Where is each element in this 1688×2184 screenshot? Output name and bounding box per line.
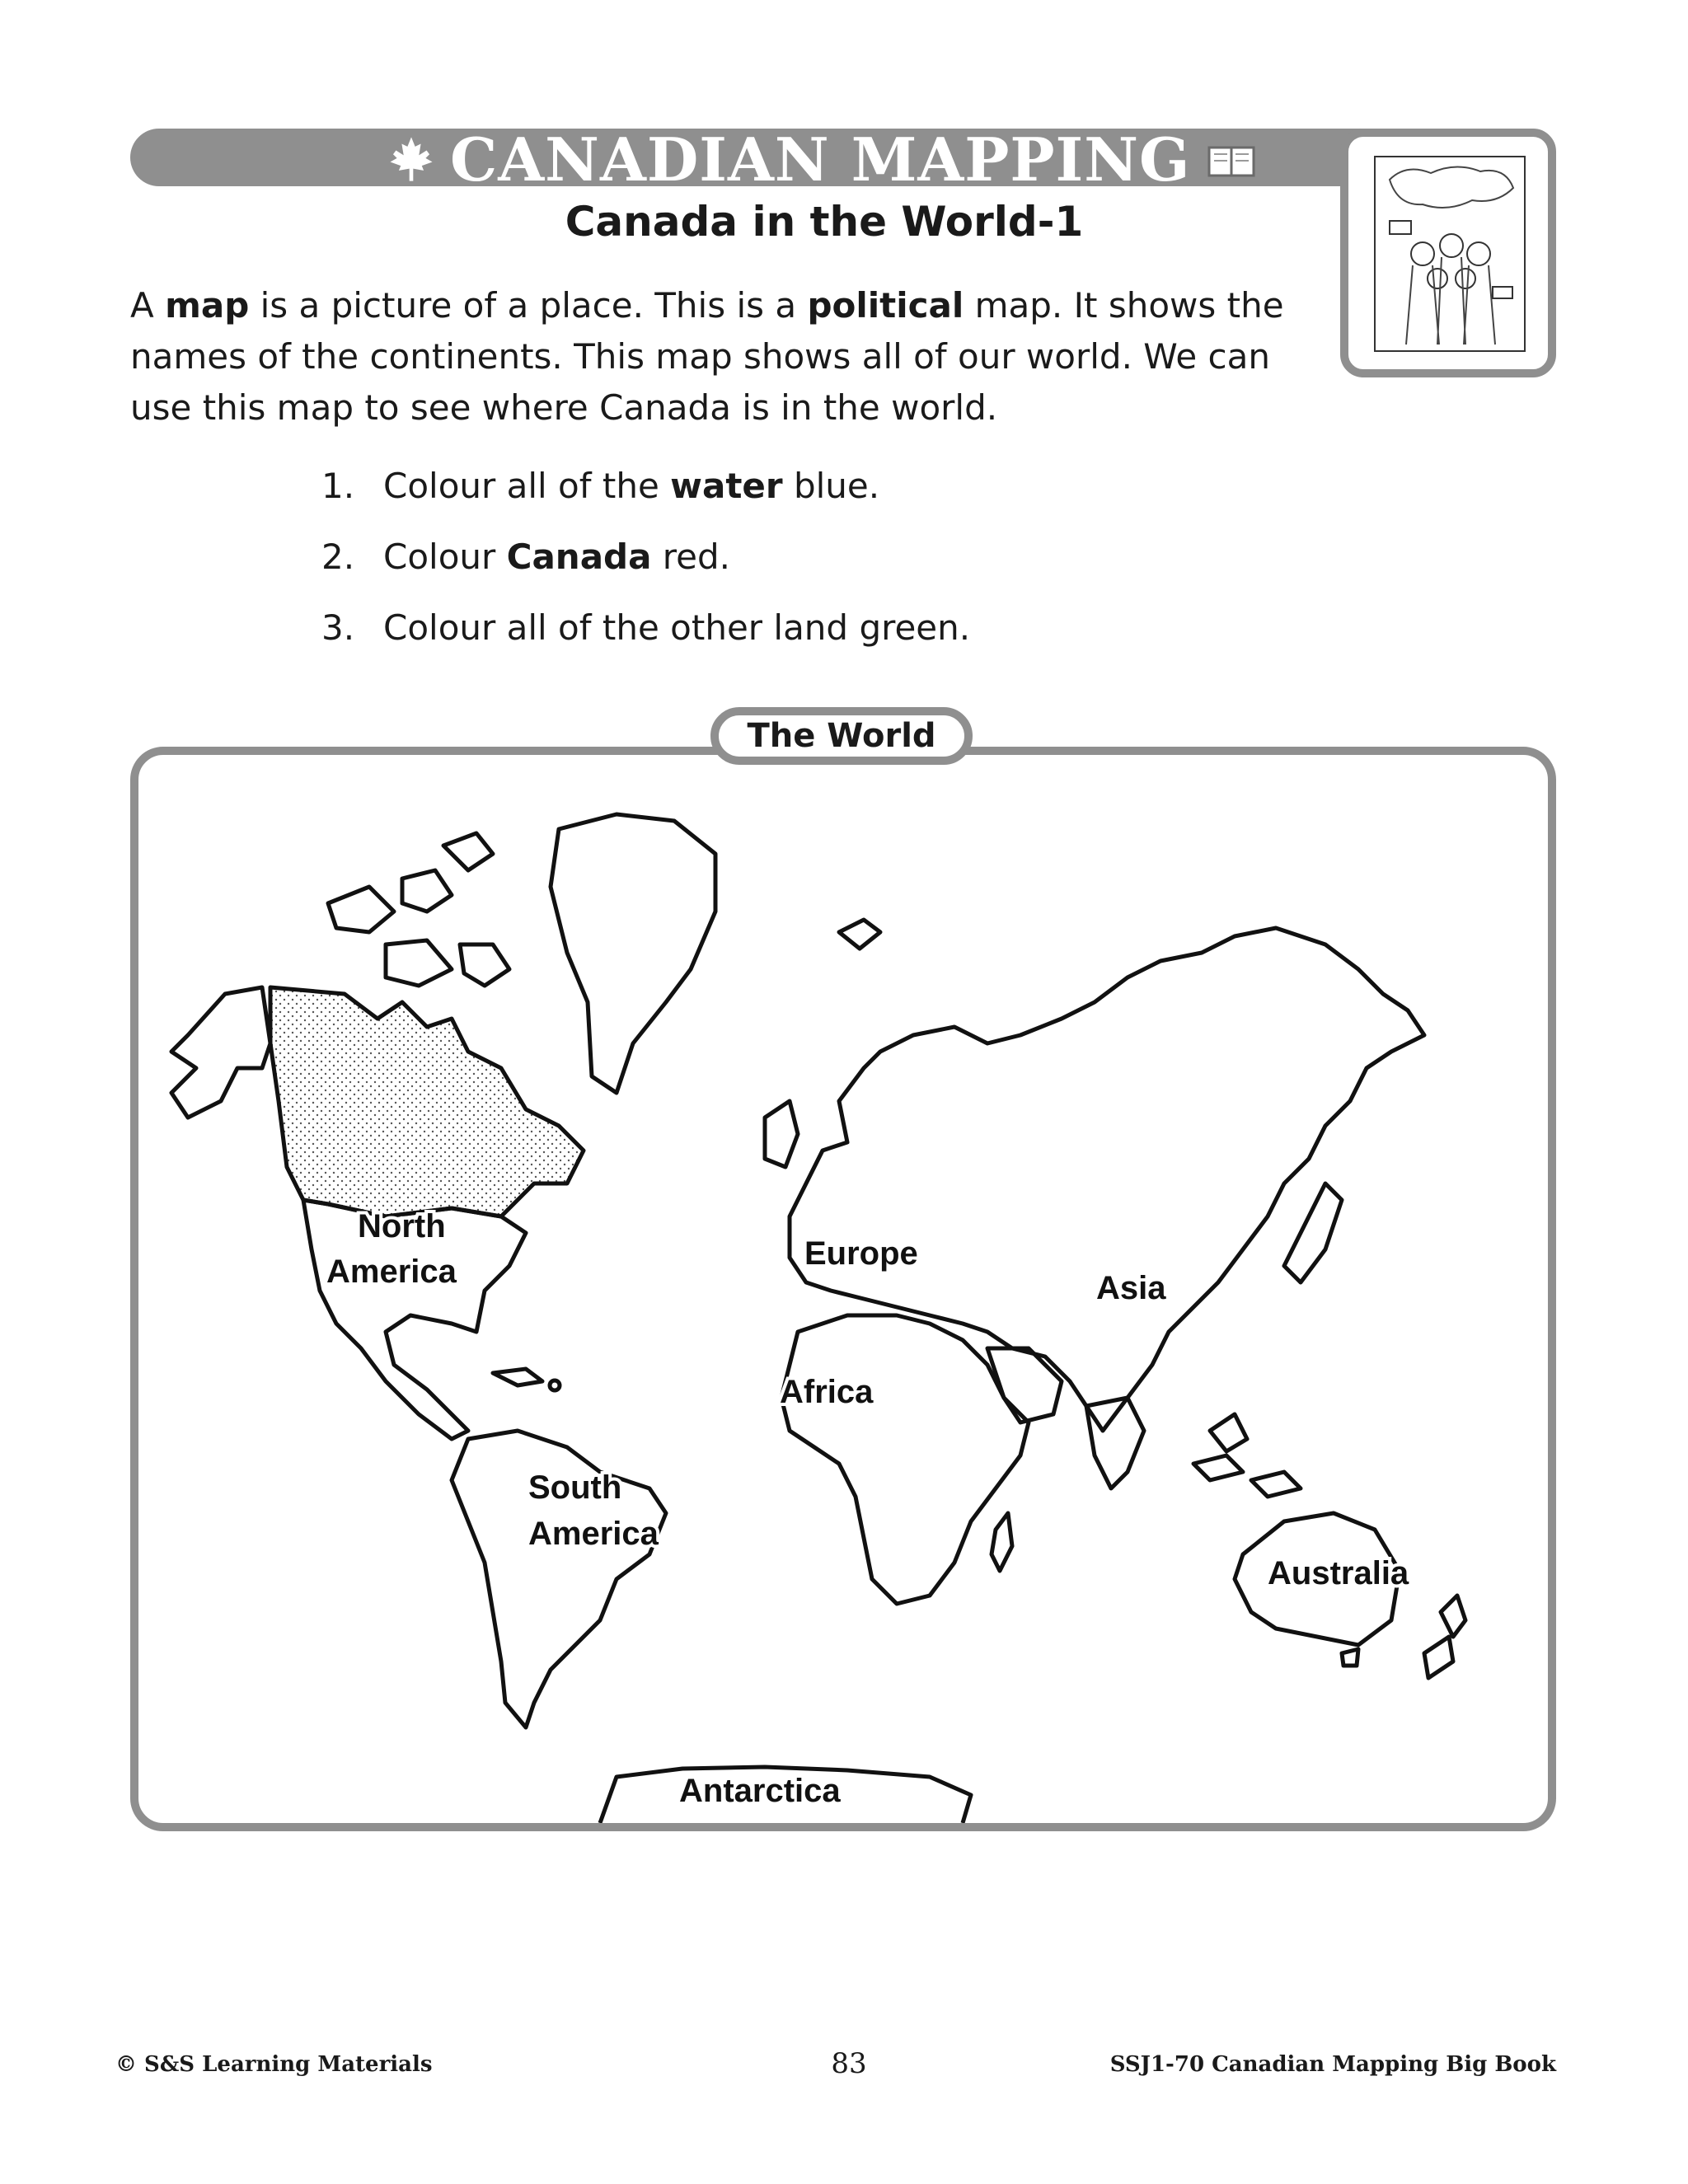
greenland-outline bbox=[551, 814, 715, 1093]
intro-text: A bbox=[130, 285, 166, 326]
label-south: South bbox=[528, 1469, 622, 1506]
label-antarctica: Antarctica bbox=[679, 1773, 841, 1809]
madagascar-outline bbox=[992, 1513, 1012, 1571]
label-asia: Asia bbox=[1096, 1270, 1166, 1306]
alaska-outline bbox=[171, 987, 270, 1118]
banner-title-group bbox=[387, 122, 1257, 196]
instruction-text: Colour all of the other land green. bbox=[383, 607, 971, 648]
label-north: North bbox=[358, 1208, 446, 1244]
arctic-island-outline bbox=[402, 870, 452, 912]
intro-text: map. It shows the names of the continents. This map shows all of our world. We can use this map to see where Canada is in the world. bbox=[130, 285, 1284, 428]
intro-bold-map: map bbox=[165, 285, 250, 326]
caribbean-island-outline bbox=[493, 1369, 542, 1385]
intro-text: is a picture of a place. This is a bbox=[249, 285, 808, 326]
instruction-item bbox=[321, 607, 970, 678]
intro-bold-political: political bbox=[807, 285, 964, 326]
arctic-island-outline bbox=[328, 887, 394, 932]
page-subtitle: Canada in the World-1 bbox=[565, 198, 1084, 246]
instruction-number: 1. bbox=[321, 466, 355, 506]
maple-leaf-icon bbox=[387, 135, 435, 183]
tasmania-outline bbox=[1342, 1649, 1358, 1666]
label-america: America bbox=[326, 1254, 457, 1290]
footer-book-title: SSJ1-70 Canadian Mapping Big Book bbox=[1109, 2052, 1556, 2077]
iceland-outline bbox=[839, 920, 880, 949]
banner-title-text: CANADIAN MAPPING bbox=[450, 124, 1191, 194]
caribbean-island-outline bbox=[550, 1380, 560, 1390]
instruction-text: red. bbox=[651, 537, 730, 577]
new-zealand-outline bbox=[1424, 1637, 1453, 1678]
instruction-list bbox=[321, 466, 970, 678]
instruction-number: 2. bbox=[321, 537, 355, 577]
instruction-bold: water bbox=[670, 466, 783, 506]
instruction-text: Colour bbox=[383, 537, 507, 577]
instruction-bold: Canada bbox=[506, 537, 652, 577]
island-outline bbox=[1251, 1472, 1301, 1497]
instruction-text: Colour all of the bbox=[383, 466, 671, 506]
world-map bbox=[138, 755, 1548, 1823]
label-europe: Europe bbox=[804, 1235, 918, 1272]
label-south-america: America bbox=[528, 1516, 659, 1552]
island-outline bbox=[1193, 1455, 1243, 1480]
thumbnail-frame bbox=[1340, 129, 1556, 377]
arctic-island-outline bbox=[460, 944, 509, 986]
children-with-flags-illustration bbox=[1373, 155, 1526, 353]
eurasia-outline bbox=[790, 928, 1424, 1431]
intro-paragraph bbox=[130, 280, 1317, 434]
footer-copyright: © S&S Learning Materials bbox=[115, 2052, 433, 2077]
uk-outline bbox=[765, 1101, 798, 1167]
label-australia: Australia bbox=[1268, 1555, 1409, 1591]
island-outline bbox=[1210, 1414, 1247, 1451]
page-number: 83 bbox=[831, 2047, 867, 2080]
instruction-item bbox=[321, 466, 970, 537]
arctic-island-outline bbox=[443, 833, 493, 870]
map-title-tab: The World bbox=[710, 707, 973, 765]
canada-outline bbox=[270, 987, 584, 1216]
instruction-item bbox=[321, 537, 970, 607]
instruction-text: blue. bbox=[782, 466, 880, 506]
arctic-island-outline bbox=[386, 940, 452, 986]
book-icon bbox=[1206, 139, 1257, 179]
instruction-number: 3. bbox=[321, 607, 355, 648]
label-africa: Africa bbox=[780, 1374, 874, 1410]
japan-outline bbox=[1284, 1183, 1342, 1282]
new-zealand-outline bbox=[1441, 1596, 1465, 1637]
